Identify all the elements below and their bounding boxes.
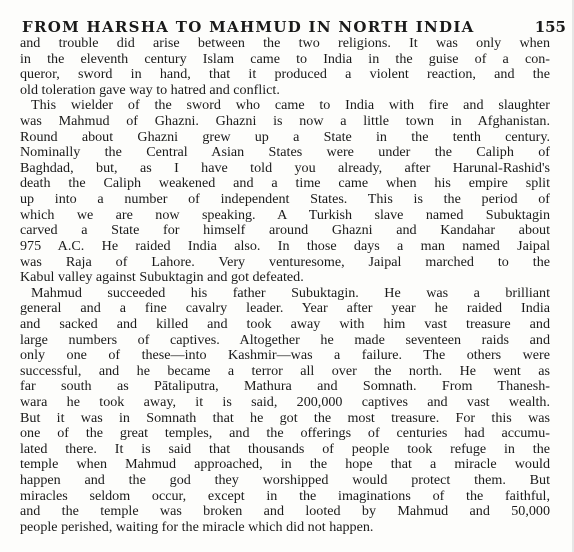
text-line: Baghdad, but, as I have told you already, after Harunal-Rashid's xyxy=(20,159,550,176)
text-line: far south as Pātaliputra, Mathura and Somnath. From Thanesh- xyxy=(20,378,550,395)
text-line: and sacked and killed and took away with him vast treasure and xyxy=(20,315,550,332)
text-line: which we are now speaking. A Turkish slave named Subuktagin xyxy=(20,206,550,223)
text-line: successful, and he became a terror all over the north. He went as xyxy=(20,362,550,379)
paragraph xyxy=(20,98,550,285)
text-line: and trouble did arise between the two religions. It was only when xyxy=(20,35,550,51)
running-title: FROM HARSHA TO MAHMUD IN NORTH INDIA xyxy=(22,18,475,36)
text-line: only one of these—into Kashmir—was a failure. The others were xyxy=(20,347,550,364)
text-line: old toleration gave way to hatred and conflict. xyxy=(20,81,280,98)
text-line: large numbers of captives. Altogether he made seventeen raids and xyxy=(20,331,550,348)
text-line: one of the great temples, and the offerings of centuries had accumu- xyxy=(20,425,550,442)
text-line: Nominally the Central Asian States were under the Caliph of xyxy=(20,144,550,161)
text-line: happen and the god they worshipped would protect them. But xyxy=(20,472,550,489)
text-line: general and a fine cavalry leader. Year after year he raided India xyxy=(20,300,550,317)
page-number: 155 xyxy=(534,18,566,36)
text-line: in the eleventh century Islam came to India in the guise of a con- xyxy=(20,50,550,67)
text-line: lated there. It is said that thousands of people took refuge in the xyxy=(20,440,550,457)
text-line: miracles seldom occur, except in the imaginations of the faithful, xyxy=(20,487,550,504)
text-line: temple when Mahmud approached, in the hope that a miracle would xyxy=(20,456,550,473)
text-line: queror, sword in hand, that it produced a violent reaction, and the xyxy=(20,66,550,83)
text-line: But it was in Somnath that he got the most treasure. For this was xyxy=(20,409,550,426)
paragraph xyxy=(20,36,550,98)
text-line: and the temple was broken and looted by Mahmud and 50,000 xyxy=(20,503,550,520)
text-line: Kabul valley against Subuktagin and got defeated. xyxy=(20,269,304,286)
text-line: carved a State for himself around Ghazni and Kandahar about xyxy=(20,222,550,239)
text-line: death the Caliph weakened and a time came when his empire split xyxy=(20,175,550,192)
text-line: This wielder of the sword who came to India with fire and slaughter xyxy=(31,97,550,114)
text-line: was Mahmud of Ghazni. Ghazni is now a little town in Afghanistan. xyxy=(20,113,550,130)
text-line: up into a number of independent States. This is the period of xyxy=(20,191,550,208)
text-line: 975 A.C. He raided India also. In those days a man named Jaipal xyxy=(20,237,550,254)
text-line: was Raja of Lahore. Very venturesome, Jaipal marched to the xyxy=(20,253,550,270)
text-line: people perished, waiting for the miracle which did not happen. xyxy=(20,518,374,535)
body-text xyxy=(20,36,550,536)
paragraph xyxy=(20,286,550,536)
text-line: wara he took away, it is said, 200,000 captives and vast wealth. xyxy=(20,394,550,411)
text-line: Mahmud succeeded his father Subuktagin. He was a brilliant xyxy=(31,284,550,301)
text-line: Round about Ghazni grew up a State in the tenth century. xyxy=(20,128,550,145)
